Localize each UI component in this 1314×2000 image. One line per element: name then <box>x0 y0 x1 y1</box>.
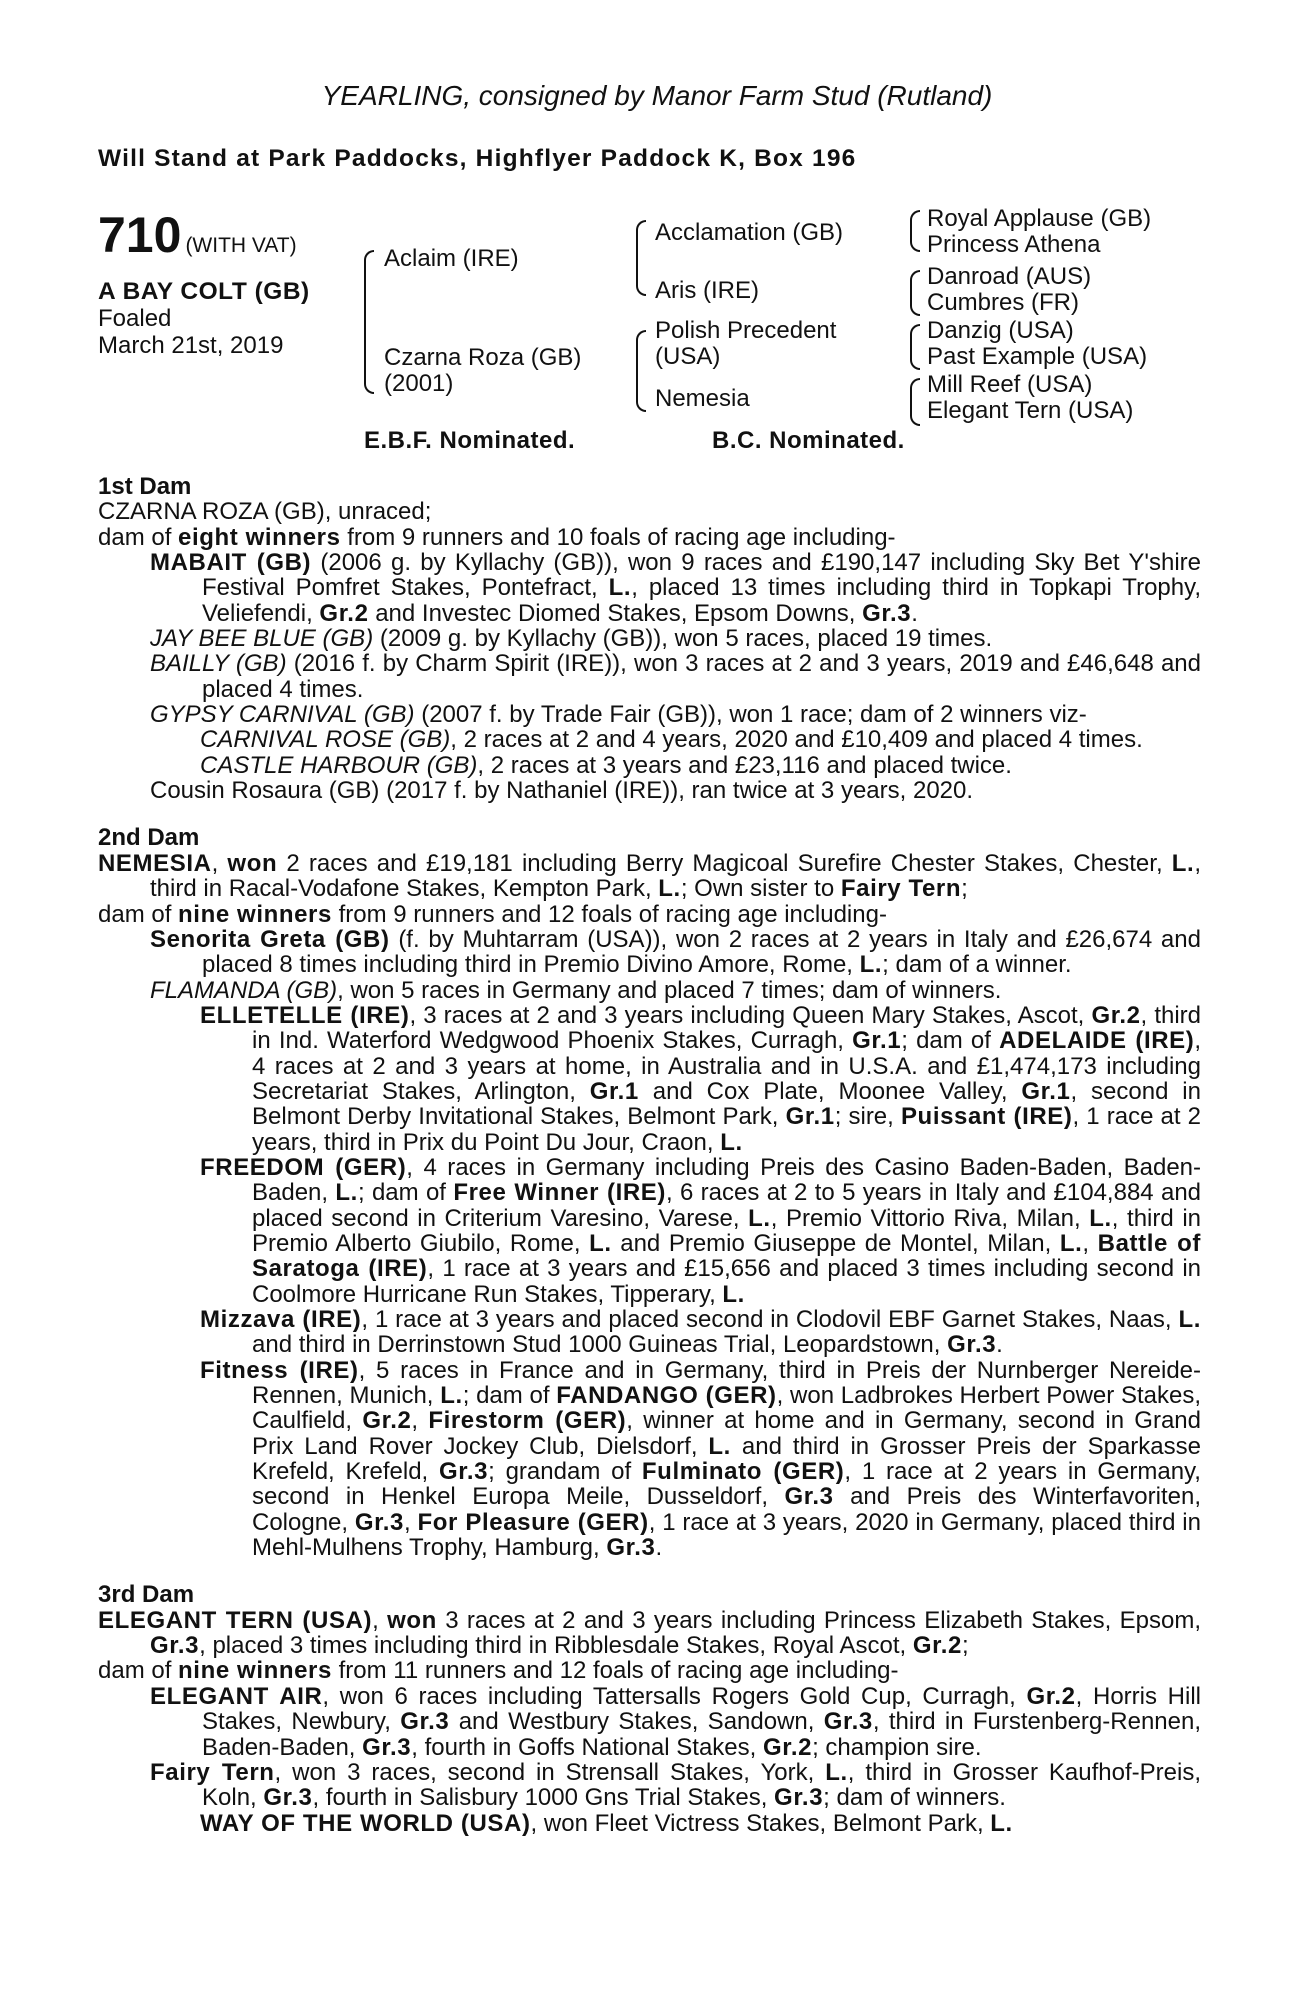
t: , <box>1082 1229 1098 1257</box>
sss: Royal Applause (GB) <box>927 205 1152 232</box>
brace-gen3b <box>910 270 920 294</box>
foaled-date: March 21st, 2019 <box>98 332 284 359</box>
t: L. <box>1089 1204 1112 1232</box>
t: Free Winner (IRE) <box>453 1179 666 1207</box>
sds: Danroad (AUS) <box>927 263 1092 290</box>
t: nine winners <box>178 900 332 928</box>
entry-gypsy-carnival <box>150 702 1201 727</box>
t: Gr.3 <box>263 1784 313 1812</box>
dam-sire-name: Polish Precedent <box>655 317 837 344</box>
t: ELEGANT AIR <box>150 1682 323 1710</box>
entry-castle-harbour <box>200 753 1201 778</box>
ddd: Elegant Tern (USA) <box>927 397 1134 424</box>
first-dam-title: 1st Dam <box>98 473 192 500</box>
entry-elletelle <box>200 1003 1201 1155</box>
t: , third in Racal-Vodafone Stakes, Kempton Park, <box>150 849 1201 903</box>
t: dam of <box>98 523 179 551</box>
t: and Preis des Winterfavoriten, Cologne, <box>252 1483 1202 1536</box>
t: , won Ladbrokes Herbert Power Stakes, Caulfield, <box>252 1382 1202 1435</box>
dam-records <box>98 474 1201 1836</box>
brace-gen3a-bottom <box>910 230 920 252</box>
brace-gen1-top <box>364 250 374 332</box>
t: and Investec Diomed Stakes, Epsom Downs, <box>368 599 863 627</box>
t: CARNIVAL ROSE (GB) <box>200 726 451 754</box>
t: , Horris Hill Stakes, Newbury, <box>202 1682 1201 1736</box>
t: For Pleasure (GER) <box>417 1508 649 1536</box>
dam-dam: Nemesia <box>655 385 750 412</box>
lot-name: A BAY COLT (GB) <box>98 278 310 305</box>
t: ; dam of <box>357 1179 454 1207</box>
t: and Cox Plate, Moonee Valley, <box>638 1077 1022 1105</box>
t: L. <box>1178 1306 1201 1333</box>
t: FANDANGO (GER) <box>556 1382 777 1410</box>
entry-jay-bee-blue <box>150 626 1201 651</box>
entry-fitness <box>200 1358 1201 1561</box>
t: L. <box>1059 1229 1083 1257</box>
foaled-block <box>98 305 283 359</box>
brace-gen2a-bottom <box>636 254 646 296</box>
t: L. <box>335 1179 358 1207</box>
t: , placed 3 times including third in Ribblesdale Stakes, Royal Ascot, <box>199 1632 913 1660</box>
dds: Mill Reef (USA) <box>927 371 1093 398</box>
dam-sire-country: (USA) <box>655 343 721 370</box>
first-dam-produce <box>98 525 1201 550</box>
t: Gr.3 <box>774 1784 824 1812</box>
t: GYPSY CARNIVAL (GB) <box>150 701 415 729</box>
stand-location: Will Stand at Park Paddocks, Highflyer Paddock K, Box 196 <box>98 145 857 172</box>
t: L. <box>1171 849 1195 877</box>
t: and Premio Giuseppe de Montel, Milan, <box>611 1229 1060 1257</box>
entry-fairy-tern <box>150 1760 1201 1811</box>
brace-gen1-bottom <box>364 330 374 394</box>
t: Fulminato (GER) <box>641 1458 845 1486</box>
vat-label: (WITH VAT) <box>185 234 297 257</box>
t: , won 5 races in Germany and placed 7 times; dam of winners. <box>337 976 1002 1004</box>
t: Gr.2 <box>762 1733 813 1761</box>
t: 3 races at 2 and 3 years including Princess Elizabeth Stakes, Epsom, <box>436 1606 1201 1634</box>
t: , fourth in Salisbury 1000 Gns Trial Stakes, <box>312 1784 775 1812</box>
t: Gr.3 <box>400 1708 450 1736</box>
t: ; dam of <box>462 1382 557 1410</box>
t: . <box>996 1331 1003 1359</box>
t: Gr.1 <box>852 1027 902 1055</box>
t: , 1 race at 3 years, 2020 in Germany, placed third in Mehl-Mulhens Trophy, Hamburg, <box>252 1508 1201 1562</box>
t: , third in Furstenberg-Rennen, Baden-Baden, <box>202 1708 1202 1761</box>
dam-sire <box>655 318 836 370</box>
t: Gr.2 <box>1026 1682 1076 1710</box>
t: JAY BEE BLUE (GB) <box>150 625 374 653</box>
t: L. <box>720 1128 743 1156</box>
t: L. <box>440 1382 463 1410</box>
third-dam-produce <box>98 1658 1201 1683</box>
ssd: Princess Athena <box>927 231 1101 258</box>
first-dam-line: CZARNA ROZA (GB), unraced; <box>98 498 432 526</box>
t: , 4 races at 2 and 3 years at home, in Australia and in U.S.A. and £1,474,173 including Secretariat Stakes, Arlington, <box>252 1027 1202 1105</box>
t: 2 races and £19,181 including Berry Magicoal Surefire Chester Stakes, Chester, <box>277 849 1172 877</box>
t: ; sire, <box>834 1103 901 1131</box>
t: Senorita Greta (GB) <box>150 925 390 953</box>
t: L. <box>658 875 681 903</box>
t: and third in Grosser Preis der Sparkasse Krefeld, Krefeld, <box>252 1432 1201 1486</box>
t: L. <box>748 1204 771 1232</box>
t: NEMESIA <box>98 849 212 877</box>
t: from 11 runners and 12 foals of racing age including- <box>331 1657 899 1685</box>
t: (2006 g. by Kyllachy (GB)), won 9 races and £190,147 including Sky Bet Y'shire Festival Pomfret Stakes, Pontefract, <box>202 549 1201 602</box>
t: , 5 races in France and in Germany, third in Preis der Nurnberger Nereide-Rennen, Munich, <box>252 1356 1202 1410</box>
foaled-label: Foaled <box>98 305 172 332</box>
t: , placed 13 times including third in Topkapi Trophy, Veliefendi, <box>202 574 1201 627</box>
t: , 2 races at 3 years and £23,116 and placed twice. <box>477 751 1012 779</box>
lot-number: 710 <box>98 207 182 263</box>
t: L. <box>589 1229 612 1257</box>
t: eight winners <box>178 523 341 551</box>
t: . <box>911 599 918 627</box>
third-dam-record <box>98 1608 1201 1659</box>
ebf-nominated: E.B.F. Nominated. <box>364 427 576 454</box>
brace-gen3c <box>910 324 920 348</box>
t: ; <box>961 1632 969 1660</box>
t: , 3 races at 2 and 3 years including Queen Mary Stakes, Ascot, <box>409 1001 1092 1029</box>
t: , winner at home and in Germany, second in Grand Prix Land Rover Jockey Club, Dielsdorf, <box>252 1407 1201 1460</box>
brace-gen2b-bottom <box>636 372 646 412</box>
t: nine winners <box>178 1657 332 1685</box>
t: L. <box>859 951 883 979</box>
t: , won 6 races including Tattersalls Rogers Gold Cup, Curragh, <box>322 1682 1027 1710</box>
entry-flamanda <box>150 978 1201 1003</box>
t: , Premio Vittorio Riva, Milan, <box>770 1204 1090 1232</box>
brace-gen2a-top <box>636 220 646 256</box>
t: Gr.3 <box>354 1508 405 1536</box>
t: L. <box>708 1432 731 1460</box>
entry-carnival-rose <box>200 727 1201 752</box>
entry-cousin-rosaura: Cousin Rosaura (GB) (2017 f. by Nathaniel (IRE)), ran twice at 3 years, 2020. <box>150 777 974 805</box>
t: ADELAIDE (IRE) <box>999 1027 1195 1055</box>
t: Gr.3 <box>362 1733 412 1761</box>
t: ; <box>961 875 968 903</box>
t: Gr.3 <box>439 1458 489 1486</box>
t: Gr.1 <box>1021 1077 1071 1105</box>
entry-way-of-the-world <box>200 1811 1201 1836</box>
second-dam-title: 2nd Dam <box>98 824 200 852</box>
t: FLAMANDA (GB) <box>150 976 338 1004</box>
brace-gen3d <box>910 378 920 402</box>
t: Firestorm (GER) <box>428 1407 627 1435</box>
t: (2007 f. by Trade Fair (GB)), won 1 race; dam of 2 winners viz- <box>414 701 1087 729</box>
t: , won Fleet Victress Stakes, Belmont Park, <box>530 1809 991 1837</box>
t: Fairy Tern <box>150 1758 275 1786</box>
t: L. <box>608 574 632 602</box>
t: , 1 race at 3 years and £15,656 and placed 3 times including second in Coolmore Hurricane Run Stakes, Tipperary, <box>252 1255 1201 1308</box>
t: Gr.1 <box>589 1077 639 1105</box>
t: Fairy Tern <box>840 875 962 903</box>
t: Mizzava (IRE) <box>200 1306 362 1333</box>
t: ; dam of a winner. <box>882 951 1072 979</box>
t: (2016 f. by Charm Spirit (IRE)), won 3 races at 2 and 3 years, 2019 and £46,648 and placed 4 times. <box>202 650 1201 703</box>
t: Gr.2 <box>362 1407 412 1435</box>
page-title: YEARLING, consigned by Manor Farm Stud (Rutland) <box>321 80 993 111</box>
t: , second in Belmont Derby Invitational Stakes, Belmont Park, <box>252 1077 1201 1131</box>
t: BAILLY (GB) <box>150 650 287 678</box>
t: Gr.3 <box>606 1534 656 1562</box>
t: . <box>655 1534 663 1562</box>
t: , third in Ind. Waterford Wedgwood Phoenix Stakes, Curragh, <box>252 1001 1202 1055</box>
t: and third in Derrinstown Stud 1000 Guineas Trial, Leopardstown, <box>252 1331 948 1359</box>
t: ; Own sister to <box>680 875 841 903</box>
t: from 9 runners and 10 foals of racing age including- <box>340 523 896 551</box>
brace-gen3b-bottom <box>910 292 920 316</box>
t: Gr.3 <box>784 1483 834 1511</box>
lot-number-block <box>98 206 297 264</box>
t: won <box>227 849 278 877</box>
t: dam of <box>98 900 179 928</box>
t: FREEDOM (GER) <box>200 1153 407 1181</box>
t: , 2 races at 2 and 4 years, 2020 and £10,409 and placed 4 times. <box>450 726 1143 754</box>
t: , <box>211 849 228 877</box>
t: ; dam of winners. <box>823 1784 1006 1812</box>
t: , <box>411 1407 429 1435</box>
t: Gr.3 <box>862 599 912 627</box>
t: Gr.3 <box>150 1632 200 1660</box>
t: WAY OF THE WORLD (USA) <box>200 1809 531 1837</box>
t: , <box>404 1508 418 1536</box>
t: ELEGANT TERN (USA) <box>98 1606 373 1634</box>
t: Gr.3 <box>947 1331 997 1359</box>
dss: Danzig (USA) <box>927 317 1074 344</box>
t: Gr.1 <box>785 1103 835 1131</box>
t: Battle of Saratoga (IRE) <box>252 1229 1201 1283</box>
t: and Westbury Stakes, Sandown, <box>449 1708 824 1736</box>
entry-mizzava <box>200 1307 1201 1358</box>
entry-bailly <box>150 651 1201 702</box>
t: , third in Premio Alberto Giubilo, Rome, <box>252 1204 1201 1257</box>
t: L. <box>722 1280 745 1308</box>
t: (f. by Muhtarram (USA)), won 2 races at 2 years in Italy and £26,674 and placed 8 times including third in Premio Divino Amore, Rome, <box>202 925 1201 979</box>
t: ELLETELLE (IRE) <box>200 1001 410 1029</box>
t: ; champion sire. <box>812 1733 982 1761</box>
bc-nominated: B.C. Nominated. <box>712 427 905 454</box>
entry-freedom <box>200 1155 1201 1307</box>
second-dam-produce <box>98 902 1201 927</box>
t: dam of <box>98 1657 179 1685</box>
brace-gen2b-top <box>636 330 646 374</box>
sire-dam: Aris (IRE) <box>655 277 759 304</box>
t: , third in Grosser Kaufhof-Preis, Koln, <box>202 1758 1201 1812</box>
t: Gr.3 <box>823 1708 873 1736</box>
dam <box>384 345 581 397</box>
t: Puissant (IRE) <box>900 1103 1073 1131</box>
dam-year: (2001) <box>384 370 454 397</box>
entry-elegant-air <box>150 1684 1201 1760</box>
t: CASTLE HARBOUR (GB) <box>200 751 478 779</box>
brace-gen3c-bottom <box>910 346 920 370</box>
entry-mabait <box>150 550 1201 626</box>
t: L. <box>990 1809 1013 1837</box>
t: ; grandam of <box>488 1458 642 1486</box>
t: Fitness (IRE) <box>200 1356 359 1384</box>
t: , fourth in Goffs National Stakes, <box>411 1733 763 1761</box>
t: Gr.2 <box>1091 1001 1141 1029</box>
brace-gen3a <box>910 210 920 232</box>
sire-sire: Acclamation (GB) <box>655 219 844 246</box>
t: won <box>387 1606 437 1634</box>
t: (2009 g. by Kyllachy (GB)), won 5 races, placed 19 times. <box>373 625 993 653</box>
second-dam-record <box>98 851 1201 902</box>
sdd: Cumbres (FR) <box>927 289 1080 316</box>
third-dam-title: 3rd Dam <box>98 1581 195 1609</box>
t: , won 3 races, second in Strensall Stakes, York, <box>274 1758 826 1786</box>
t: ; dam of <box>901 1027 1000 1055</box>
t: , 1 race at 3 years and placed second in Clodovil EBF Garnet Stakes, Naas, <box>361 1306 1179 1333</box>
t: Gr.2 <box>912 1632 962 1660</box>
dsd: Past Example (USA) <box>927 343 1148 370</box>
t: , 4 races in Germany including Preis des Casino Baden-Baden, Baden-Baden, <box>252 1153 1201 1207</box>
entry-senorita-greta <box>150 927 1201 978</box>
t: L. <box>825 1758 848 1786</box>
t: from 9 runners and 12 foals of racing age including- <box>331 900 887 928</box>
t: , <box>372 1606 388 1634</box>
t: , 1 race at 2 years, third in Prix du Point Du Jour, Craon, <box>252 1103 1202 1156</box>
brace-gen3d-bottom <box>910 400 920 426</box>
t: Gr.2 <box>319 599 369 627</box>
dam-name: Czarna Roza (GB) <box>384 344 582 371</box>
sire: Aclaim (IRE) <box>384 245 519 272</box>
t: , 1 race at 2 years in Germany, second in Henkel Europa Meile, Dusseldorf, <box>252 1458 1201 1511</box>
t: , 6 races at 2 to 5 years in Italy and £104,884 and placed second in Criterium Varesino, Varese, <box>252 1179 1202 1232</box>
t: MABAIT (GB) <box>150 549 312 577</box>
